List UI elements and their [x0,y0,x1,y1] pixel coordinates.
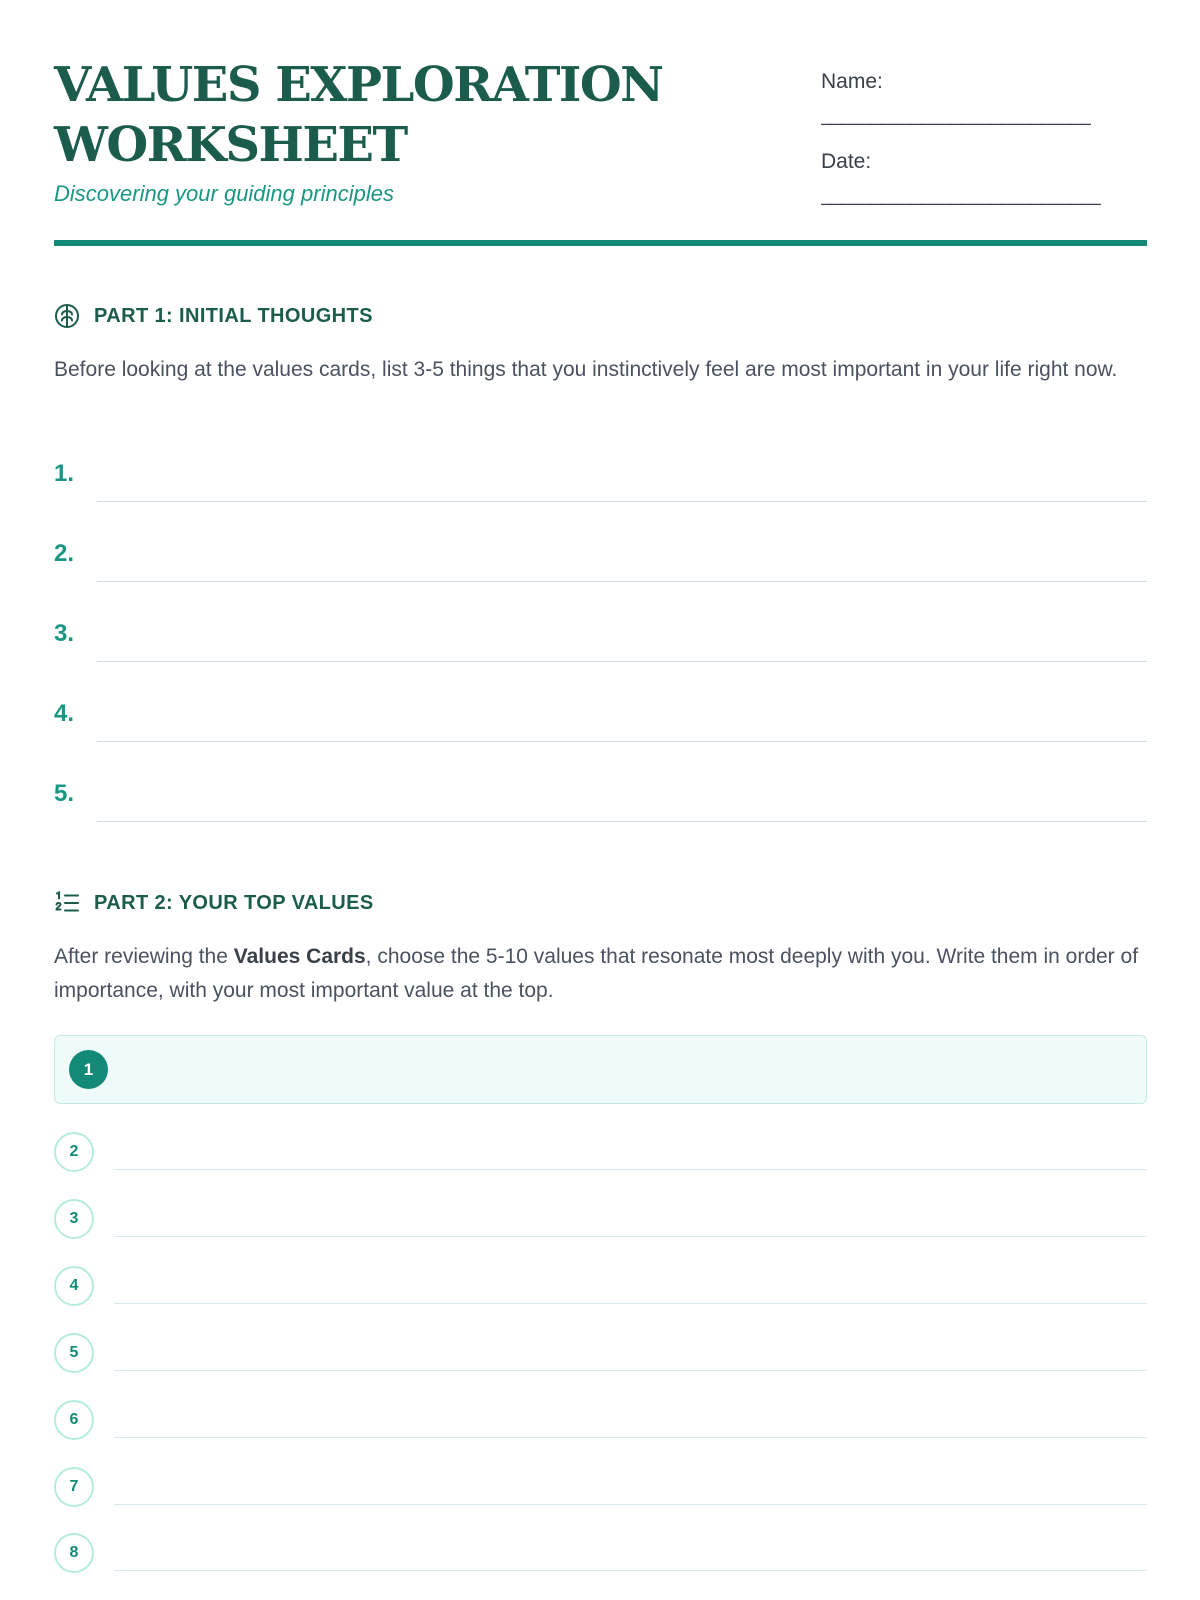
value-number-badge: 8 [54,1533,94,1573]
answer-line[interactable] [97,661,1147,662]
list-item [54,619,1147,699]
value-number-badge: 2 [54,1132,94,1172]
part2-instructions-start: After reviewing the [54,945,234,968]
value-answer-line[interactable] [114,1169,1147,1170]
brain-icon [54,303,80,329]
value-answer-line[interactable] [114,1504,1147,1505]
list-item [54,1266,1147,1326]
worksheet-header [54,0,1147,248]
part1-heading [54,303,373,329]
list-item [54,699,1147,779]
list-item [54,1400,1147,1460]
header-divider [54,240,1147,246]
top-value-number-badge: 1 [69,1050,108,1089]
part2-instructions-end: , choose the 5-10 values that resonate most deeply with you. Write them in order of importance, with your most important value at the top. [54,945,1139,1002]
part1-heading-label: PART 1: INITIAL THOUGHTS [94,304,373,327]
list-item-number: 5. [54,780,75,807]
list-item-number: 3. [54,620,75,647]
list-item [54,1132,1147,1192]
page-title: VALUES EXPLORATION WORKSHEET [54,57,663,173]
name-date-block [821,68,1141,228]
list-item-number: 4. [54,700,75,727]
name-field[interactable]: ___________________________ [821,105,1091,126]
date-field[interactable]: ____________________________ [821,185,1101,206]
value-answer-line[interactable] [114,1370,1147,1371]
name-label: Name: [821,70,883,93]
list-item [54,1467,1147,1527]
list-item [54,539,1147,619]
answer-line[interactable] [97,741,1147,742]
list-item [54,1199,1147,1259]
value-number-badge: 5 [54,1333,94,1373]
list-item [54,459,1147,539]
answer-line[interactable] [97,821,1147,822]
part2-heading [54,890,374,916]
value-number-badge: 6 [54,1400,94,1440]
values-cards-term: Values Cards [233,945,366,968]
value-number-badge: 4 [54,1266,94,1306]
answer-line[interactable] [97,501,1147,502]
top-value-field[interactable] [54,1035,1147,1104]
value-number-badge: 3 [54,1199,94,1239]
list-item-number: 2. [54,540,75,567]
part2-instructions [54,940,1147,1008]
value-answer-line[interactable] [114,1236,1147,1237]
list-item [54,1333,1147,1393]
answer-line[interactable] [97,581,1147,582]
value-number-badge: 7 [54,1467,94,1507]
page-subtitle: Discovering your guiding principles [54,181,394,206]
numbered-list-icon [54,890,80,916]
part1-instructions: Before looking at the values cards, list 3-5 things that you instinctively feel are most important in your life right now. [54,358,1118,381]
part2-heading-label: PART 2: YOUR TOP VALUES [94,891,374,914]
list-item-number: 1. [54,460,75,487]
list-item [54,779,1147,859]
date-label: Date: [821,150,872,173]
worksheet-page [54,0,1147,1561]
list-item [54,1533,1147,1593]
value-answer-line[interactable] [114,1570,1147,1571]
value-answer-line[interactable] [114,1303,1147,1304]
value-answer-line[interactable] [114,1437,1147,1438]
